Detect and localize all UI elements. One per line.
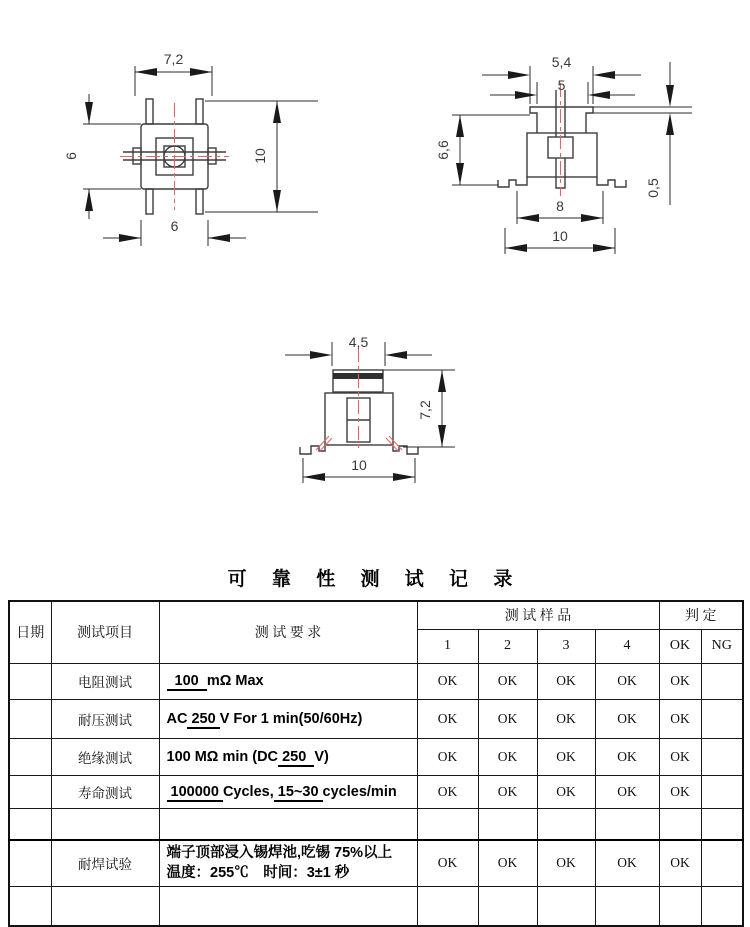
dim-label: 8 <box>556 198 564 214</box>
cell-sample-1: OK <box>417 699 478 738</box>
stem-outline <box>530 107 593 133</box>
cell-test-item: 寿命测试 <box>51 775 159 808</box>
header-sample-3: 3 <box>537 629 595 663</box>
leg-left <box>498 177 527 187</box>
cell-judgment-ng <box>701 840 743 886</box>
cell-judgment-ok <box>659 886 701 926</box>
dim-label: 5 <box>557 77 566 93</box>
cell-date <box>9 775 51 808</box>
dim-label: 7,2 <box>417 400 433 420</box>
table-row <box>9 699 743 738</box>
cell-requirement: 端子顶部浸入锡焊池,吃锡 75%以上 温度：255℃ 时间：3±1 秒 <box>159 840 417 886</box>
dim-label: 10 <box>552 228 568 244</box>
cell-sample-4 <box>595 808 659 840</box>
dim-label: 6 <box>63 152 79 160</box>
cell-requirement: 100 mΩ Max <box>159 663 417 699</box>
cell-sample-2: OK <box>478 663 537 699</box>
cell-sample-1 <box>417 886 478 926</box>
dim-label: 6,6 <box>435 140 451 160</box>
cell-judgment-ok: OK <box>659 840 701 886</box>
cell-sample-3: OK <box>537 663 595 699</box>
cell-date <box>9 886 51 926</box>
cell-requirement <box>159 808 417 840</box>
cell-judgment-ng <box>701 808 743 840</box>
table-body <box>9 663 743 926</box>
table-row <box>9 886 743 926</box>
cell-judgment-ok: OK <box>659 775 701 808</box>
cell-date <box>9 663 51 699</box>
header-sample-2: 2 <box>478 629 537 663</box>
cell-sample-4: OK <box>595 775 659 808</box>
cell-date <box>9 840 51 886</box>
cell-sample-4: OK <box>595 663 659 699</box>
header-judgment: 判 定 <box>659 601 743 629</box>
dim-label: 0,5 <box>645 178 661 198</box>
cell-sample-4 <box>595 886 659 926</box>
cell-sample-4: OK <box>595 738 659 775</box>
cell-date <box>9 699 51 738</box>
cell-sample-2: OK <box>478 738 537 775</box>
dim-label: 10 <box>252 148 268 164</box>
header-date: 日期 <box>9 601 51 663</box>
cell-sample-2: OK <box>478 840 537 886</box>
top-view-drawing <box>55 28 365 278</box>
dim-label: 6 <box>170 218 179 234</box>
header-sample-1: 1 <box>417 629 478 663</box>
header-ok: OK <box>659 629 701 663</box>
cell-sample-2 <box>478 808 537 840</box>
header-test-item: 测试项目 <box>51 601 159 663</box>
table-row <box>9 808 743 840</box>
cell-test-item: 耐焊试验 <box>51 840 159 886</box>
cell-test-item <box>51 886 159 926</box>
cell-sample-1: OK <box>417 775 478 808</box>
cell-sample-1: OK <box>417 663 478 699</box>
dim-label: 5,4 <box>551 54 572 70</box>
cell-sample-3: OK <box>537 738 595 775</box>
pin-bottom-left <box>146 189 153 214</box>
leg-right <box>597 177 626 187</box>
pin-top-left <box>146 99 153 124</box>
body-outline <box>527 133 597 177</box>
table-row <box>9 738 743 775</box>
cell-requirement: 100000 Cycles, 15~30 cycles/min <box>159 775 417 808</box>
section-title: 可 靠 性 测 试 记 录 <box>227 569 523 590</box>
cell-sample-2: OK <box>478 699 537 738</box>
cell-judgment-ok: OK <box>659 738 701 775</box>
reliability-test-table <box>8 600 744 927</box>
cell-requirement: 100 MΩ min (DC 250 V) <box>159 738 417 775</box>
pin-top-right <box>196 99 203 124</box>
cell-sample-1 <box>417 808 478 840</box>
cell-sample-4: OK <box>595 699 659 738</box>
cell-sample-1: OK <box>417 840 478 886</box>
dim-label: 4,5 <box>348 334 369 350</box>
cell-judgment-ok: OK <box>659 663 701 699</box>
cell-judgment-ok <box>659 808 701 840</box>
pin-bottom-right <box>196 189 203 214</box>
cell-judgment-ng <box>701 663 743 699</box>
table-row <box>9 840 743 886</box>
table-row <box>9 663 743 699</box>
dim-label: 7,2 <box>163 51 184 67</box>
cell-test-item: 耐压测试 <box>51 699 159 738</box>
cell-sample-3: OK <box>537 699 595 738</box>
cell-sample-3 <box>537 886 595 926</box>
cell-test-item: 电阻测试 <box>51 663 159 699</box>
cell-judgment-ng <box>701 775 743 808</box>
cell-sample-2 <box>478 886 537 926</box>
cell-sample-3: OK <box>537 840 595 886</box>
cell-sample-3 <box>537 808 595 840</box>
header-ng: NG <box>701 629 743 663</box>
cell-test-item: 绝缘测试 <box>51 738 159 775</box>
header-sample-4: 4 <box>595 629 659 663</box>
dim-label: 10 <box>351 457 367 473</box>
cell-date <box>9 738 51 775</box>
cell-requirement: AC 250 V For 1 min(50/60Hz) <box>159 699 417 738</box>
cell-sample-2: OK <box>478 775 537 808</box>
cell-judgment-ok: OK <box>659 699 701 738</box>
cell-judgment-ng <box>701 699 743 738</box>
cell-test-item <box>51 808 159 840</box>
cell-sample-1: OK <box>417 738 478 775</box>
side-view-drawing <box>430 28 750 278</box>
front-view-drawing <box>255 318 525 508</box>
cell-date <box>9 808 51 840</box>
cell-requirement <box>159 886 417 926</box>
cell-sample-4: OK <box>595 840 659 886</box>
cell-judgment-ng <box>701 886 743 926</box>
header-requirement: 测 试 要 求 <box>159 601 417 663</box>
cell-sample-3: OK <box>537 775 595 808</box>
header-samples: 测 试 样 品 <box>417 601 659 629</box>
table-row <box>9 775 743 808</box>
cell-judgment-ng <box>701 738 743 775</box>
